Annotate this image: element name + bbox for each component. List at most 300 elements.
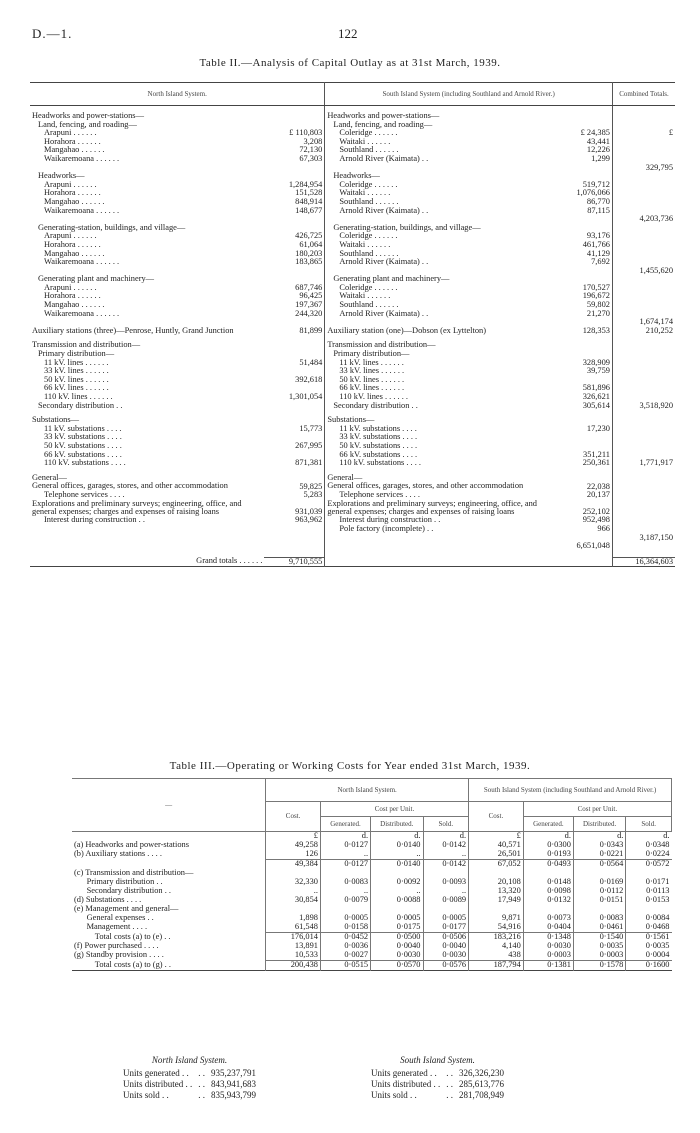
- table-row: [30, 129, 675, 138]
- north-item-label: [30, 542, 264, 551]
- cost-cell: 9,871: [469, 914, 524, 923]
- north-item-value: 151,528: [264, 189, 324, 198]
- table-row: [30, 491, 675, 500]
- table-row: [30, 301, 675, 310]
- north-item-value: [264, 534, 324, 543]
- cost-item-label: General expenses . .: [74, 914, 154, 922]
- south-item-value: [552, 121, 612, 130]
- table-row: [72, 933, 672, 943]
- cost-item-label: (f) Power purchased . . . .: [74, 942, 159, 950]
- cost-cell: 0·0142: [423, 860, 469, 870]
- north-item-label: 50 kV. substations . . . .: [44, 441, 122, 450]
- combined-total: [612, 181, 675, 190]
- units-leader: . .: [198, 1079, 205, 1089]
- south-item-label: Waitaki . . . . . .: [339, 189, 391, 198]
- units-label: Units sold . .: [123, 1090, 169, 1100]
- cost-cell: 0·0452: [320, 933, 370, 943]
- units-value: 843,941,683: [211, 1079, 256, 1089]
- north-item-value: 5,283: [264, 491, 324, 500]
- combined-total: [612, 146, 675, 155]
- table-row: [30, 232, 675, 241]
- cost-cell: 0·0003: [523, 951, 573, 961]
- table-row: [30, 376, 675, 385]
- south-units-caption: South Island System.: [400, 1055, 475, 1065]
- capital-outlay-body: [30, 106, 675, 567]
- cost-cell: 20,108: [469, 878, 524, 887]
- south-item-value: 93,176: [552, 232, 612, 241]
- combined-total: [612, 525, 675, 534]
- south-item-label: General—: [327, 473, 363, 482]
- combined-total: 1,771,917: [639, 459, 673, 468]
- cost-cell: [573, 905, 625, 914]
- cost-cell: 0·0153: [626, 896, 672, 905]
- south-item-label: Coleridge . . . . . .: [339, 232, 398, 241]
- cost-cell: 0·0132: [523, 896, 573, 905]
- south-item-value: 196,672: [552, 292, 612, 301]
- table-row: [30, 350, 675, 359]
- north-item-label: Horahora . . . . . .: [44, 292, 101, 301]
- units-label: Units sold . .: [371, 1090, 417, 1100]
- south-item-value: 250,361: [552, 459, 612, 468]
- south-item-label: Transmission and distribution—: [327, 341, 436, 350]
- south-item-label: Arnold River (Kaimata) . .: [339, 258, 429, 267]
- south-item-label: 66 kV. lines . . . . . .: [339, 384, 405, 393]
- south-item-value: 7,692: [552, 258, 612, 267]
- cost-cell: 0·0005: [371, 914, 423, 923]
- south-item-value: [552, 172, 612, 181]
- cost-cell: ..: [371, 887, 423, 896]
- south-item-label: [325, 164, 552, 173]
- north-item-value: 15,773: [264, 425, 324, 434]
- combined-total: [612, 367, 675, 376]
- cost-cell: 0·0148: [523, 878, 573, 887]
- north-item-value: 197,367: [264, 301, 324, 310]
- cost-cell: 40,571: [469, 841, 524, 850]
- combined-total: [612, 232, 675, 241]
- table-row: [30, 327, 675, 336]
- north-item-value: 51,484: [264, 359, 324, 368]
- north-item-value: [264, 121, 324, 130]
- cost-cell: 0·0468: [626, 923, 672, 933]
- south-item-label: Generating plant and machinery—: [333, 275, 450, 284]
- cost-cell: 0·0193: [523, 850, 573, 860]
- north-item-label: Auxiliary stations (three)—Penrose, Huntly, Grand Junction: [32, 326, 234, 335]
- table-row: [30, 500, 675, 517]
- south-item-value: 461,766: [552, 241, 612, 250]
- table-row: [30, 164, 675, 173]
- combined-total: [612, 341, 675, 350]
- cost-cell: 0·0073: [523, 914, 573, 923]
- south-item-value: [552, 112, 612, 121]
- combined-total: £: [668, 129, 673, 138]
- south-item-label: General offices, garages, stores, and other accommodation: [327, 482, 524, 491]
- south-item-value: [552, 442, 612, 451]
- t3-north-header: North Island System.: [266, 779, 469, 802]
- cost-cell: 0·0343: [573, 841, 625, 850]
- cost-cell: 0·0515: [320, 961, 370, 971]
- cost-cell: 0·0177: [423, 923, 469, 933]
- cost-cell: 0·0113: [626, 887, 672, 896]
- cost-cell: ..: [266, 887, 321, 896]
- table-row: [30, 459, 675, 468]
- combined-totals-header: Combined Totals.: [612, 83, 675, 106]
- cost-cell: 0·0127: [320, 860, 370, 870]
- south-item-value: 12,226: [552, 146, 612, 155]
- cost-cell: 187,794: [469, 961, 524, 971]
- combined-total: [612, 491, 675, 500]
- cost-cell: 0·0036: [320, 942, 370, 951]
- combined-total: [612, 376, 675, 385]
- table-row: [30, 155, 675, 164]
- north-item-value: 96,425: [264, 292, 324, 301]
- cost-item-label: (b) Auxiliary stations . . . .: [74, 850, 162, 858]
- south-item-value: 86,770: [552, 198, 612, 207]
- north-item-label: 33 kV. substations . . . .: [44, 433, 122, 442]
- south-item-value: 21,270: [552, 310, 612, 319]
- north-item-label: 11 kV. lines . . . . . .: [44, 358, 109, 367]
- north-item-value: [264, 318, 324, 327]
- north-item-value: 687,746: [264, 284, 324, 293]
- south-item-label: Waitaki . . . . . .: [339, 137, 391, 146]
- table-ii-title: Table II.—Analysis of Capital Outlay as at 31st March, 1939.: [199, 57, 501, 69]
- combined-total: [612, 112, 675, 121]
- south-item-label: [325, 267, 552, 276]
- table-row: [72, 887, 672, 896]
- south-item-value: [552, 215, 612, 224]
- units-row: [120, 1091, 259, 1102]
- north-cost-header: Cost.: [266, 802, 321, 832]
- combined-total: [612, 542, 675, 551]
- combined-total: [612, 482, 675, 491]
- north-item-label: Land, fencing, and roading—: [38, 120, 137, 129]
- units-leader: . .: [198, 1068, 205, 1078]
- cost-cell: 0·0030: [423, 951, 469, 961]
- north-item-label: Mangahao . . . . . .: [44, 249, 105, 258]
- north-item-label: 11 kV. substations . . . .: [44, 424, 122, 433]
- north-item-value: 267,995: [264, 442, 324, 451]
- cost-cell: ..: [320, 887, 370, 896]
- south-item-value: 39,759: [552, 367, 612, 376]
- north-sold-header: Sold.: [423, 817, 469, 832]
- north-item-label: 66 kV. substations . . . .: [44, 450, 122, 459]
- north-item-value: 183,865: [264, 258, 324, 267]
- table-row: [72, 832, 672, 842]
- north-item-value: 148,677: [264, 207, 324, 216]
- north-item-label: Substations—: [32, 416, 79, 425]
- north-item-value: [264, 275, 324, 284]
- cost-cell: 0·0500: [371, 933, 423, 943]
- north-units-caption: North Island System.: [151, 1055, 228, 1065]
- table-row: [72, 850, 672, 860]
- table-row: [30, 341, 675, 350]
- table-row: [30, 367, 675, 376]
- south-item-label: Headworks and power-stations—: [327, 112, 440, 120]
- cost-item-label: Secondary distribution . .: [74, 887, 171, 895]
- cost-cell: 0·0300: [523, 841, 573, 850]
- cost-cell: 200,438: [266, 961, 321, 971]
- units-label: Units distributed . .: [371, 1079, 441, 1089]
- cost-cell: 0·1540: [573, 933, 625, 943]
- cost-cell: 4,140: [469, 942, 524, 951]
- cost-cell: 0·0003: [573, 951, 625, 961]
- south-item-label: Primary distribution—: [333, 350, 410, 359]
- table-row: [72, 942, 672, 951]
- cost-item-label: (a) Headworks and power-stations: [74, 841, 189, 849]
- cost-cell: [266, 905, 321, 914]
- cost-cell: 0·0083: [573, 914, 625, 923]
- cost-cell: d.: [423, 832, 469, 842]
- units-value: 281,708,949: [459, 1090, 504, 1100]
- south-item-label: Southland . . . . . .: [339, 146, 399, 155]
- north-item-label: [30, 318, 264, 327]
- table-row: [30, 258, 675, 267]
- south-item-value: 326,621: [552, 393, 612, 402]
- cost-item-label: (c) Transmission and distribution—: [74, 869, 194, 877]
- north-distributed-header: Distributed.: [371, 817, 423, 832]
- south-item-label: Generating-station, buildings, and village—: [333, 223, 481, 232]
- south-item-value: 519,712: [552, 181, 612, 190]
- table-row: [30, 284, 675, 293]
- cost-item-label: [72, 860, 266, 870]
- cost-cell: d.: [626, 832, 672, 842]
- south-generated-header: Generated.: [523, 817, 573, 832]
- north-item-label: Arapuni . . . . . .: [44, 129, 97, 138]
- cost-cell: [626, 869, 672, 878]
- table-row: [30, 138, 675, 147]
- north-item-label: 66 kV. lines . . . . . .: [44, 384, 109, 393]
- south-item-label: 110 kV. substations . . . .: [339, 459, 422, 468]
- table-row: [30, 474, 675, 483]
- south-units: [368, 1055, 507, 1102]
- units-leader: . .: [446, 1079, 453, 1089]
- south-item-label: Southland . . . . . .: [339, 197, 399, 206]
- table-row: [72, 905, 672, 914]
- units-leader: . .: [198, 1090, 205, 1100]
- north-item-value: [264, 112, 324, 121]
- south-item-value: 252,102: [552, 500, 612, 517]
- south-item-value: [552, 376, 612, 385]
- north-item-label: Grand totals . . . . . .: [196, 557, 263, 566]
- north-item-label: Mangahao . . . . . .: [44, 197, 105, 206]
- north-item-label: Mangahao . . . . . .: [44, 146, 105, 155]
- north-item-label: Generating-station, buildings, and village—: [38, 223, 186, 232]
- south-item-label: Auxiliary station (one)—Dobson (ex Lyttelton): [327, 326, 486, 335]
- units-label: Units generated . .: [123, 1068, 189, 1078]
- south-item-label: [325, 557, 552, 567]
- north-item-value: 81,899: [264, 327, 324, 336]
- operating-costs-table: [72, 778, 672, 971]
- north-item-label: Arapuni . . . . . .: [44, 283, 97, 292]
- table-row: [30, 198, 675, 207]
- south-item-value: 87,115: [552, 207, 612, 216]
- cost-item-label: Primary distribution . .: [74, 878, 163, 886]
- south-units-table: [368, 1069, 507, 1102]
- table-row: [30, 181, 675, 190]
- cost-cell: 0·0092: [371, 878, 423, 887]
- south-item-value: [552, 164, 612, 173]
- cost-cell: 54,916: [469, 923, 524, 933]
- south-item-label: 66 kV. substations . . . .: [339, 450, 418, 459]
- south-item-label: Southland . . . . . .: [339, 301, 399, 310]
- table-row: [30, 534, 675, 543]
- cost-cell: 0·0348: [626, 841, 672, 850]
- combined-total: 210,252: [645, 326, 673, 336]
- north-cpu-header: Cost per Unit.: [320, 802, 468, 817]
- south-item-value: 351,211: [552, 451, 612, 460]
- t3-south-header: South Island System (including Southland and Arnold River.): [469, 779, 672, 802]
- south-item-label: 50 kV. substations . . . .: [339, 441, 418, 450]
- combined-total: [612, 442, 675, 451]
- cost-cell: 0·0093: [423, 878, 469, 887]
- cost-cell: 0·0127: [320, 841, 370, 850]
- table-row: [30, 241, 675, 250]
- cost-cell: 0·0084: [626, 914, 672, 923]
- north-item-label: Waikaremoana . . . . . .: [44, 206, 120, 215]
- document-code: D.—1.: [32, 26, 73, 41]
- south-item-label: Southland . . . . . .: [339, 249, 399, 258]
- cost-cell: [523, 869, 573, 878]
- south-item-value: £ 24,385: [552, 129, 612, 138]
- cost-cell: £: [469, 832, 524, 842]
- combined-total: [612, 250, 675, 259]
- north-item-value: 1,301,054: [264, 393, 324, 402]
- north-item-label: Generating plant and machinery—: [38, 275, 155, 284]
- north-item-label: Primary distribution—: [38, 350, 115, 359]
- north-item-value: 392,618: [264, 376, 324, 385]
- combined-total: 16,364,603: [612, 557, 675, 567]
- cost-cell: 0·0083: [320, 878, 370, 887]
- table-row: [30, 393, 675, 402]
- cost-cell: [371, 905, 423, 914]
- combined-total: [612, 301, 675, 310]
- cost-item-label: Total costs (a) to (g) . .: [74, 960, 171, 969]
- north-item-value: [264, 402, 324, 411]
- cost-cell: 126: [266, 850, 321, 860]
- north-item-label: [30, 267, 264, 276]
- table-row: [30, 482, 675, 491]
- cost-cell: 0·0158: [320, 923, 370, 933]
- cost-cell: ..: [423, 850, 469, 860]
- capital-outlay-table: [30, 82, 675, 567]
- table-row: [30, 250, 675, 259]
- north-item-value: [264, 451, 324, 460]
- cost-cell: 0·0576: [423, 961, 469, 971]
- cost-cell: £: [266, 832, 321, 842]
- cost-cell: 0·0088: [371, 896, 423, 905]
- table-row: [30, 215, 675, 224]
- north-item-value: [264, 416, 324, 425]
- north-item-label: [30, 525, 264, 534]
- cost-cell: 183,216: [469, 933, 524, 943]
- south-item-value: [552, 534, 612, 543]
- cost-cell: 0·1381: [523, 961, 573, 971]
- north-item-label: Transmission and distribution—: [32, 341, 141, 350]
- cost-cell: 49,258: [266, 841, 321, 850]
- north-item-value: [264, 474, 324, 483]
- table-row: [30, 416, 675, 425]
- combined-total: [612, 310, 675, 319]
- north-item-label: Explorations and preliminary surveys; engineering, office, and general expenses; charges and expenses of raising loans: [32, 499, 242, 516]
- cost-cell: 0·0461: [573, 923, 625, 933]
- south-item-value: 328,909: [552, 359, 612, 368]
- units-leader: . .: [446, 1068, 453, 1078]
- table-row: [72, 841, 672, 850]
- cost-item-label: (d) Substations . . . .: [74, 896, 142, 904]
- cost-cell: 0·0572: [626, 860, 672, 870]
- cost-cell: 0·0112: [573, 887, 625, 896]
- cost-cell: 0·0089: [423, 896, 469, 905]
- cost-cell: 13,891: [266, 942, 321, 951]
- cost-cell: 0·0140: [371, 860, 423, 870]
- table-row: [72, 914, 672, 923]
- south-item-value: [552, 433, 612, 442]
- cost-cell: 0·0224: [626, 850, 672, 860]
- north-item-value: 67,303: [264, 155, 324, 164]
- north-item-value: [264, 384, 324, 393]
- north-item-value: [264, 164, 324, 173]
- south-item-label: Explorations and preliminary surveys; engineering, office, and general expenses; charges and expenses of raising loans: [327, 499, 537, 516]
- cost-cell: 17,949: [469, 896, 524, 905]
- cost-item-label: (e) Management and general—: [74, 905, 179, 913]
- north-item-label: [30, 534, 264, 543]
- south-item-label: Coleridge . . . . . .: [339, 283, 398, 292]
- south-item-value: [552, 416, 612, 425]
- north-item-value: 3,208: [264, 138, 324, 147]
- cost-cell: [626, 905, 672, 914]
- cost-cell: ..: [320, 850, 370, 860]
- north-item-label: Headworks—: [38, 172, 85, 181]
- south-item-value: 128,353: [552, 327, 612, 336]
- cost-cell: 0·1578: [573, 961, 625, 971]
- table-row: [72, 923, 672, 933]
- label-header: —: [72, 779, 266, 832]
- south-item-value: 952,498: [552, 516, 612, 525]
- table-row: [30, 557, 675, 567]
- cost-cell: [320, 905, 370, 914]
- combined-total: [612, 433, 675, 442]
- south-item-label: Arnold River (Kaimata) . .: [339, 309, 429, 318]
- cost-item-label: [72, 832, 266, 842]
- combined-total: [612, 275, 675, 284]
- cost-cell: [469, 905, 524, 914]
- combined-total: [612, 155, 675, 164]
- south-item-value: 22,038: [552, 482, 612, 491]
- cost-cell: 0·0040: [371, 942, 423, 951]
- cost-cell: 32,330: [266, 878, 321, 887]
- south-item-label: 33 kV. lines . . . . . .: [339, 367, 405, 376]
- north-item-value: 180,203: [264, 250, 324, 259]
- cost-cell: 176,014: [266, 933, 321, 943]
- cost-item-label: (g) Standby provision . . . .: [74, 951, 164, 959]
- north-item-value: [264, 267, 324, 276]
- cost-cell: d.: [320, 832, 370, 842]
- cost-item-label: Total costs (a) to (e) . .: [74, 932, 171, 941]
- north-item-value: [264, 215, 324, 224]
- cost-cell: d.: [371, 832, 423, 842]
- cost-cell: 49,384: [266, 860, 321, 870]
- combined-total: [612, 258, 675, 267]
- south-item-value: 170,527: [552, 284, 612, 293]
- south-item-label: 11 kV. lines . . . . . .: [339, 358, 404, 367]
- combined-total: [612, 350, 675, 359]
- combined-total: [612, 474, 675, 483]
- table-row: [30, 121, 675, 130]
- south-item-label: Land, fencing, and roading—: [333, 120, 433, 129]
- north-units: [120, 1055, 259, 1102]
- north-item-label: 110 kV. substations . . . .: [44, 459, 126, 468]
- north-units-table: [120, 1069, 259, 1102]
- units-row: [368, 1091, 507, 1102]
